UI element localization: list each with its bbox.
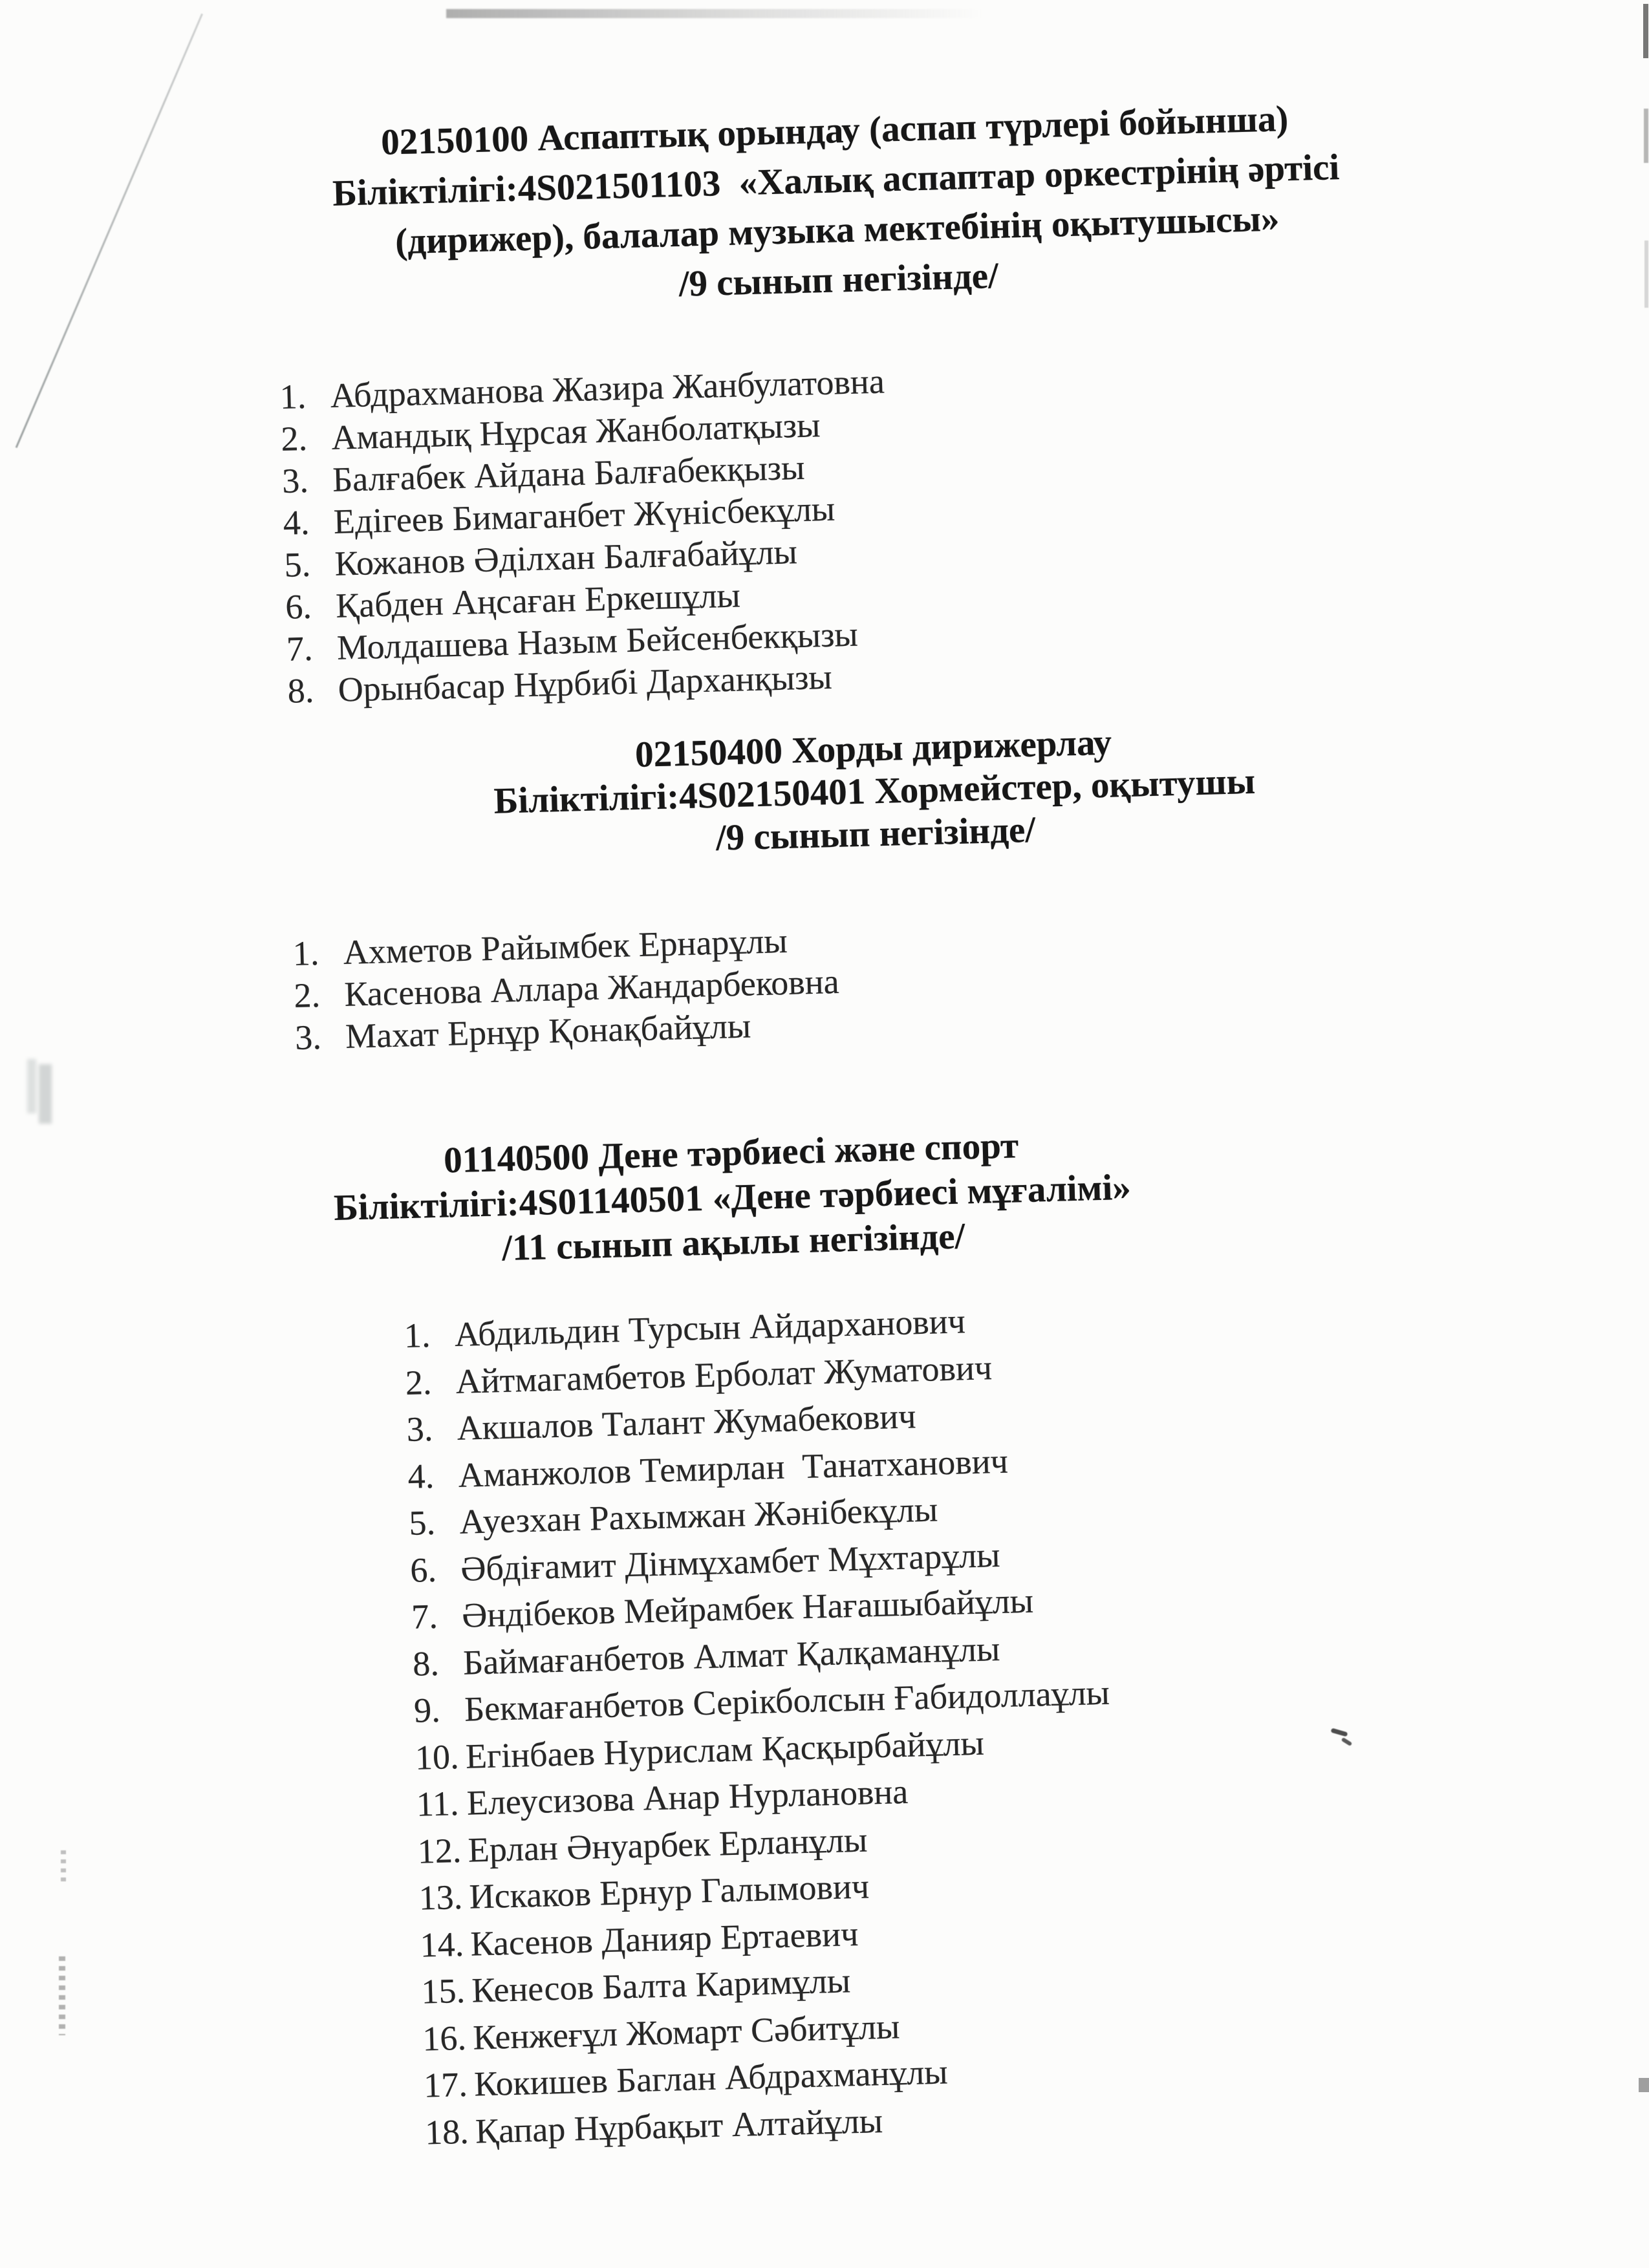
student-name: Амандық Нұрсая Жанболатқызы [330,405,821,457]
student-name: Ауезхан Рахымжан Жәнібекұлы [458,1490,938,1541]
student-name: Қабден Аңсаған Еркешұлы [335,575,741,625]
list-item-number: 15. [420,1971,466,2011]
list-item-number: 5. [408,1503,436,1543]
list-item-number: 3. [281,460,309,500]
scan-top-edge-shadow [446,9,983,18]
heading-line: /9 сынып негізінде/ [715,809,1036,859]
heading-line: Біліктілігі:4S01140501 «Дене тәрбиесі мұғалімі» [333,1166,1132,1228]
scan-right-edge-mark-2 [1644,109,1648,163]
student-name: Абдильдин Турсын Айдарханович [454,1301,966,1354]
list-item-number: 2. [293,975,321,1015]
heading-line: (дирижер), балалар музыка мектебінің оқытушысы» [394,198,1280,262]
heading-line: 02150400 Хорды дирижерлау [634,722,1112,775]
student-name: Кенесов Балта Каримұлы [471,1961,851,2010]
student-name: Едігеев Бимаганбет Жүнісбекұлы [333,489,835,541]
list-item-number: 2. [405,1362,433,1402]
scan-right-edge-mark-1 [1643,4,1648,58]
student-name: Махат Ернұр Қонақбайұлы [345,1006,751,1056]
student-name: Егінбаев Нурислам Қасқырбайұлы [465,1723,985,1776]
list-item-number: 10. [415,1737,460,1777]
heading-line: /11 сынып ақылы негізінде/ [501,1215,966,1269]
student-name: Елеусизова Анар Нурлановна [466,1771,909,1823]
student-name: Бекмағанбетов Серікболсын Ғабидоллаұлы [464,1673,1110,1729]
heading-line: /9 сынып негізінде/ [678,255,999,305]
list-item-number: 4. [283,502,310,542]
program-heading-choir-conducting [362,714,1387,869]
list-item-number: 6. [409,1550,437,1590]
list-item-number: 3. [294,1017,322,1057]
list-item-number: 4. [407,1456,435,1496]
list-item-number: 5. [283,544,311,584]
student-name: Әндібеков Мейрамбек Нағашыбайұлы [461,1581,1034,1635]
list-item-number: 8. [412,1643,440,1684]
scan-left-smudge-1 [27,1059,36,1113]
scan-left-dotted-streak-2 [59,1956,65,2035]
list-item-number: 6. [285,586,312,626]
list-item-number: 8. [286,670,315,711]
student-name: Молдашева Назым Бейсенбекқызы [336,614,859,667]
scan-bottom-right-mark [1639,2078,1649,2092]
student-name: Касенов Данияр Ертаевич [469,1914,859,1963]
list-item-number: 13. [418,1877,463,1918]
student-name: Баймағанбетов Алмат Қалқаманұлы [462,1629,1000,1682]
heading-line: Біліктілігі:4S02150401 Хормейстер, оқытушы [493,760,1256,822]
list-item-number: 1. [404,1315,431,1355]
student-name: Ерлан Әнуарбек Ерланұлы [468,1820,868,1870]
list-item-number: 18. [424,2112,469,2152]
program-heading-instrumental [278,91,1395,319]
list-item-number: 17. [423,2064,468,2105]
student-name: Касенова Аллара Жандарбековна [343,961,840,1014]
list-item-number: 3. [405,1409,434,1449]
student-name: Аманжолов Темирлан Танатханович [457,1441,1009,1495]
list-item-number: 1. [292,933,320,973]
student-name: Әбдіғамит Дінмұхамбет Мұхтарұлы [460,1535,1001,1589]
student-name: Қапар Нұрбақыт Алтайұлы [475,2101,883,2151]
heading-line: Біліктілігі:4S021501103 «Халық аспаптар оркестрінің әртісі [332,147,1340,214]
pen-squiggle-mark-tail [1341,1737,1353,1746]
student-name: Абдрахманова Жазира Жанбулатовна [330,361,885,415]
student-list-instrumental [279,361,892,712]
scan-right-edge-mark-3 [1644,241,1648,308]
pen-squiggle-mark [1331,1728,1348,1737]
list-item-number: 14. [419,1924,464,1965]
student-list-physical-education [404,1294,1121,2156]
student-list-choir-conducting [292,919,841,1059]
student-name: Кокишев Баглан Абдрахманұлы [473,2052,949,2104]
program-heading-physical-education [259,1118,1206,1277]
student-name: Акшалов Талант Жумабекович [456,1396,917,1448]
student-name: Искаков Ернур Галымович [468,1867,870,1916]
student-name: Кожанов Әділхан Балғабайұлы [334,532,798,583]
list-item-number: 7. [411,1596,438,1636]
list-item-number: 12. [417,1830,462,1871]
scan-left-smudge-2 [39,1064,52,1124]
heading-line: 02150100 Аспаптық орындау (аспап түрлері бойынша) [380,98,1289,163]
student-name: Орынбасар Нұрбибі Дарханқызы [337,657,833,709]
list-item-number: 16. [422,2018,467,2059]
scan-crease-line [16,14,203,448]
scan-left-dotted-streak-1 [61,1850,66,1887]
list-item-number: 1. [279,376,307,416]
student-name: Кенжеғұл Жомарт Сәбитұлы [472,2006,900,2057]
student-name: Айтмагамбетов Ерболат Жуматович [455,1347,993,1401]
list-item-number: 9. [413,1690,441,1730]
list-item-number: 7. [286,628,314,669]
list-item-number: 11. [416,1784,460,1824]
student-name: Ахметов Райымбек Ернарұлы [343,921,788,972]
student-name: Балғабек Айдана Балғабекқызы [332,447,806,499]
list-item-number: 2. [280,418,308,458]
heading-line: 01140500 Дене тәрбиесі және спорт [443,1125,1019,1181]
